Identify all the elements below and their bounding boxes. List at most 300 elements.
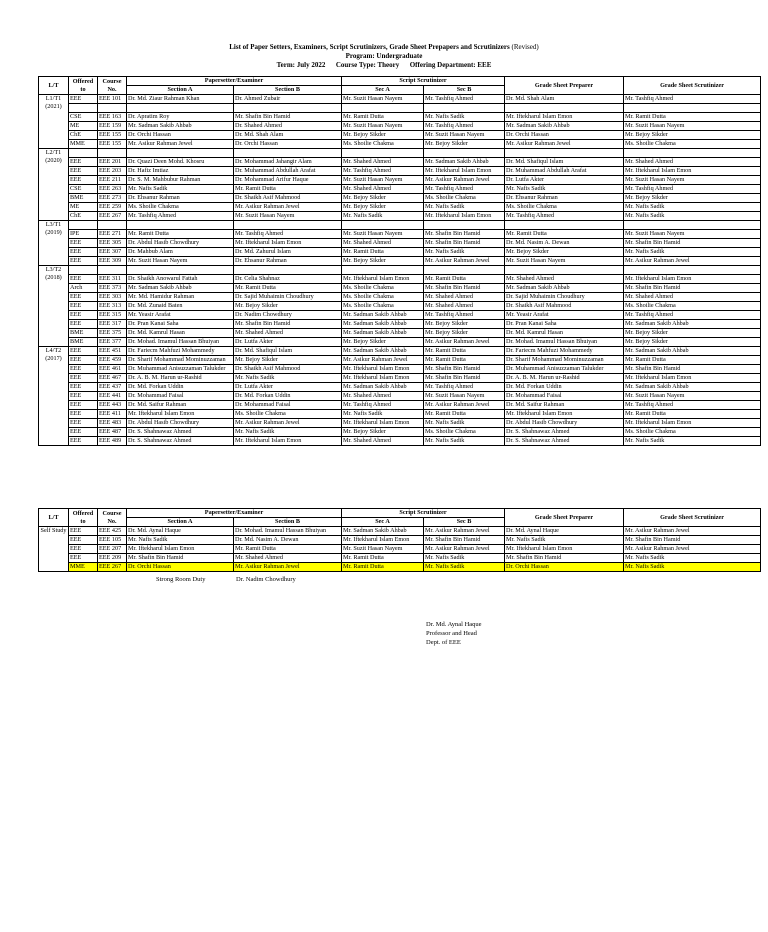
grade-scrutinizer-cell: Ms. Shoilie Chakma [624, 428, 761, 437]
setter-section-a-cell [127, 149, 234, 158]
course-no-cell: EEE 373 [98, 284, 127, 293]
offered-to-cell: ME [69, 203, 98, 212]
scrutinizer-sec-b-cell: Mr. Nafis Sadik [424, 554, 505, 563]
course-no-cell: EEE 377 [98, 338, 127, 347]
offered-to-cell: EEE [69, 437, 98, 446]
title-revised: (Revised) [511, 43, 539, 51]
setter-section-a-cell: Mr. Iftekharul Islam Emon [127, 410, 234, 419]
grade-scrutinizer-cell: Mr. Ramit Dutta [624, 410, 761, 419]
setter-section-a-cell: Dr. Ehsanur Rahman [127, 194, 234, 203]
table-row [39, 338, 761, 347]
offered-to-cell: CSE [69, 113, 98, 122]
setter-section-a-cell: Mr. Yeasir Arafat [127, 311, 234, 320]
setter-section-a-cell: Mr. Ramit Dutta [127, 230, 234, 239]
header-lt: L/T [39, 509, 69, 527]
table-row [39, 221, 761, 230]
table-row [39, 356, 761, 365]
course-no-cell: EEE 461 [98, 365, 127, 374]
grade-preparer-cell: Dr. Ehsanur Rahman [505, 194, 624, 203]
setter-section-a-cell: Mr. Suzit Hasan Nayem [127, 257, 234, 266]
table-main-body [39, 95, 761, 446]
scrutinizer-sec-a-cell: Mr. Iftekharul Islam Emon [342, 419, 424, 428]
grade-preparer-cell: Mr. Iftekharul Islam Emon [505, 545, 624, 554]
setter-section-b-cell: Dr. Shaikh Asif Mahmood [234, 194, 342, 203]
scrutinizer-sec-a-cell: Ms. Shoilie Chakma [342, 293, 424, 302]
scrutinizer-sec-b-cell: Mr. Asikur Rahman Jewel [424, 527, 505, 536]
grade-scrutinizer-cell: Mr. Iftekharul Islam Emon [624, 374, 761, 383]
grade-preparer-cell: Mr. Sadman Sakib Ahbab [505, 284, 624, 293]
header-sec-b: Sec B [424, 518, 505, 527]
offered-to-cell: BME [69, 329, 98, 338]
table-row [39, 392, 761, 401]
table-row [39, 329, 761, 338]
course-no-cell [98, 221, 127, 230]
setter-section-b-cell: Dr. Md. Nasim A. Dewan [234, 536, 342, 545]
table-row [39, 140, 761, 149]
setter-section-a-cell: Dr. Md. Ziaur Rahman Khan [127, 95, 234, 104]
header-script-scrutinizer: Script Scrutinizer [342, 77, 505, 86]
scrutinizer-sec-a-cell [342, 266, 424, 275]
level-term-cell: L3/T2 (2018) [39, 266, 69, 347]
header-section-a: Section A [127, 86, 234, 95]
table-row [39, 113, 761, 122]
setter-section-b-cell: Dr. Lutfa Akter [234, 383, 342, 392]
scrutinizer-sec-a-cell: Mr. Sadman Sakib Ahbab [342, 383, 424, 392]
setter-section-a-cell: Dr. Md. Forkan Uddin [127, 383, 234, 392]
offered-to-cell: ChE [69, 212, 98, 221]
scrutinizer-sec-a-cell: Mr. Ramit Dutta [342, 554, 424, 563]
course-no-cell: EEE 305 [98, 239, 127, 248]
grade-preparer-cell: Mr. Iftekharul Islam Emon [505, 113, 624, 122]
grade-scrutinizer-cell: Mr. Asikur Rahman Jewel [624, 545, 761, 554]
scrutinizer-sec-a-cell: Mr. Iftekharul Islam Emon [342, 374, 424, 383]
grade-scrutinizer-cell: Ms. Shoilie Chakma [624, 140, 761, 149]
setter-section-a-cell [127, 104, 234, 113]
header-sec-a: Sec A [342, 518, 424, 527]
setter-section-a-cell: Mr. Sadman Sakib Ahbab [127, 122, 234, 131]
course-no-cell: EEE 443 [98, 401, 127, 410]
setter-section-b-cell: Dr. Mohammad Arifur Haque [234, 176, 342, 185]
grade-scrutinizer-cell: Mr. Iftekharul Islam Emon [624, 275, 761, 284]
scrutinizer-sec-b-cell [424, 221, 505, 230]
setter-section-a-cell: Dr. Shaikh Anowarul Fattah [127, 275, 234, 284]
course-no-cell: EEE 459 [98, 356, 127, 365]
header-course-no: Course No. [98, 77, 127, 95]
course-no-cell: EEE 317 [98, 320, 127, 329]
grade-preparer-cell: Dr. Muhammad Anisuzzaman Talukder [505, 365, 624, 374]
scrutinizer-sec-b-cell: Mr. Asikur Rahman Jewel [424, 176, 505, 185]
setter-section-a-cell: Dr. Pran Kanai Saha [127, 320, 234, 329]
offered-to-cell: EEE [69, 554, 98, 563]
offered-to-cell: EEE [69, 176, 98, 185]
header-grade-scrutinizer: Grade Sheet Scrutinizer [624, 77, 761, 95]
scrutinizer-sec-b-cell [424, 149, 505, 158]
course-no-cell: EEE 159 [98, 122, 127, 131]
grade-preparer-cell: Dr. Md. Saifur Rahman [505, 401, 624, 410]
level-term-cell: L4/T2 (2017) [39, 347, 69, 446]
scrutinizer-sec-a-cell: Mr. Bejoy Sikder [342, 131, 424, 140]
setter-section-a-cell: Dr. Md. Saifur Rahman [127, 401, 234, 410]
scrutinizer-sec-a-cell: Mr. Suzit Hasan Nayem [342, 545, 424, 554]
course-no-cell: EEE 411 [98, 410, 127, 419]
grade-scrutinizer-cell: Mr. Bejoy Sikder [624, 131, 761, 140]
scrutinizer-sec-b-cell: Mr. Nafis Sadik [424, 563, 505, 572]
scrutinizer-sec-a-cell: Mr. Suzit Hasan Nayem [342, 230, 424, 239]
scrutinizer-sec-a-cell: Ms. Shoilie Chakma [342, 140, 424, 149]
course-no-cell: EEE 315 [98, 311, 127, 320]
grade-preparer-cell: Mr. Asikur Rahman Jewel [505, 140, 624, 149]
grade-preparer-cell: Dr. Pran Kanai Saha [505, 320, 624, 329]
level-term-cell: L3/T1 (2019) [39, 221, 69, 266]
course-no-cell: EEE 437 [98, 383, 127, 392]
scrutinizer-sec-a-cell: Mr. Shahed Ahmed [342, 185, 424, 194]
signature-dept: Dept. of EEE [426, 639, 461, 646]
scrutinizer-sec-b-cell: Mr. Ramit Dutta [424, 410, 505, 419]
table-row [39, 419, 761, 428]
course-no-cell: EEE 155 [98, 140, 127, 149]
scrutinizer-sec-a-cell: Mr. Ramit Dutta [342, 563, 424, 572]
scrutinizer-sec-a-cell: Mr. Sadman Sakib Ahbab [342, 311, 424, 320]
setter-section-a-cell: Mr. Nafis Sadik [127, 536, 234, 545]
setter-section-a-cell: Mr. Tashfiq Ahmed [127, 212, 234, 221]
grade-scrutinizer-cell: Mr. Nafis Sadik [624, 554, 761, 563]
setter-section-b-cell: Mr. Ramit Dutta [234, 284, 342, 293]
setter-section-a-cell: Dr. Abdul Hasib Chowdhury [127, 239, 234, 248]
course-no-cell: EEE 163 [98, 113, 127, 122]
document-title [0, 43, 768, 52]
grade-preparer-cell: Dr. Mohad. Imamul Hassan Bhuiyan [505, 338, 624, 347]
grade-preparer-cell: Dr. S. Shahnawaz Ahmed [505, 437, 624, 446]
grade-scrutinizer-cell: Mr. Ramit Dutta [624, 356, 761, 365]
term-line [0, 61, 768, 70]
header-lt: L/T [39, 77, 69, 95]
course-no-cell: EEE 101 [98, 95, 127, 104]
course-no-cell: EEE 207 [98, 545, 127, 554]
setter-section-a-cell: Dr. Sharif Mohammad Mominuzzaman [127, 356, 234, 365]
scrutinizer-sec-b-cell: Mr. Iftekharul Islam Emon [424, 167, 505, 176]
setter-section-b-cell: Dr. Mohammad Jahangir Alam [234, 158, 342, 167]
scrutinizer-sec-a-cell: Mr. Shahed Ahmed [342, 158, 424, 167]
scrutinizer-sec-a-cell: Mr. Sadman Sakib Ahbab [342, 347, 424, 356]
scrutinizer-sec-b-cell: Mr. Shafin Bin Hamid [424, 536, 505, 545]
course-no-cell: EEE 155 [98, 131, 127, 140]
table-row [39, 239, 761, 248]
grade-scrutinizer-cell: Mr. Nafis Sadik [624, 248, 761, 257]
scrutinizer-sec-b-cell: Mr. Ramit Dutta [424, 347, 505, 356]
scrutinizer-sec-b-cell: Mr. Shafin Bin Hamid [424, 239, 505, 248]
setter-section-b-cell: Dr. Ahmed Zubair [234, 95, 342, 104]
grade-scrutinizer-cell: Mr. Suzit Hasan Nayem [624, 122, 761, 131]
table-row [39, 554, 761, 563]
offered-to-cell: EEE [69, 239, 98, 248]
setter-section-b-cell: Dr. Sajid Muhaimin Choudhury [234, 293, 342, 302]
table-row [39, 203, 761, 212]
offered-to-cell: EEE [69, 158, 98, 167]
scrutinizer-sec-b-cell: Mr. Shafin Bin Hamid [424, 230, 505, 239]
setter-section-b-cell: Mr. Ramit Dutta [234, 545, 342, 554]
program-line: Program: Undergraduate [345, 52, 423, 60]
offered-to-cell: EEE [69, 419, 98, 428]
offered-to-cell: EEE [69, 374, 98, 383]
scrutinizer-sec-b-cell: Mr. Ramit Dutta [424, 356, 505, 365]
setter-section-b-cell: Dr. Orchi Hassan [234, 140, 342, 149]
table-row [39, 104, 761, 113]
offered-to-cell: EEE [69, 275, 98, 284]
scrutinizer-sec-b-cell: Mr. Nafis Sadik [424, 437, 505, 446]
course-no-cell: EEE 489 [98, 437, 127, 446]
course-no-cell [98, 266, 127, 275]
setter-section-b-cell: Dr. Celia Shahnaz [234, 275, 342, 284]
scrutinizer-sec-b-cell: Mr. Ramit Dutta [424, 275, 505, 284]
offered-to-cell: EEE [69, 293, 98, 302]
table-row [39, 401, 761, 410]
header-offered-to: Offered to [69, 77, 98, 95]
grade-scrutinizer-cell: Mr. Sadman Sakib Ahbab [624, 320, 761, 329]
setter-section-a-cell: Dr. Mohad. Imamul Hassan Bhuiyan [127, 338, 234, 347]
grade-preparer-cell: Dr. S. Shahnawaz Ahmed [505, 428, 624, 437]
grade-scrutinizer-cell: Mr. Nafis Sadik [624, 563, 761, 572]
offered-to-cell: EEE [69, 311, 98, 320]
table-row [39, 374, 761, 383]
course-no-cell: EEE 209 [98, 554, 127, 563]
strong-room-person: Dr. Nadim Chowdhury [236, 576, 296, 583]
title-main: List of Paper Setters, Examiners, Script Scrutinizers, Grade Sheet Prepapers and Scrutinizers [229, 43, 510, 51]
header-section-b: Section B [234, 518, 342, 527]
signature-title: Professor and Head [426, 630, 477, 637]
offered-to-cell: EEE [69, 167, 98, 176]
scrutinizer-sec-b-cell: Mr. Asikur Rahman Jewel [424, 257, 505, 266]
setter-section-b-cell: Mr. Iftekharul Islam Emon [234, 239, 342, 248]
setter-section-a-cell: Dr. Muhammad Anisuzzaman Talukder [127, 365, 234, 374]
grade-scrutinizer-cell: Mr. Shafin Bin Hamid [624, 536, 761, 545]
setter-section-a-cell: Mr. Nafis Sadik [127, 185, 234, 194]
scrutinizer-sec-a-cell: Mr. Shahed Ahmed [342, 437, 424, 446]
header-section-b: Section B [234, 86, 342, 95]
grade-preparer-cell [505, 149, 624, 158]
table-row [39, 320, 761, 329]
course-no-cell: EEE 309 [98, 257, 127, 266]
table-row [39, 149, 761, 158]
scrutinizer-sec-b-cell: Mr. Iftekharul Islam Emon [424, 212, 505, 221]
grade-scrutinizer-cell: Mr. Shafin Bin Hamid [624, 284, 761, 293]
grade-scrutinizer-cell: Mr. Suzit Hasan Nayem [624, 176, 761, 185]
setter-section-b-cell: Dr. Muhammad Abdullah Arafat [234, 167, 342, 176]
table-row [39, 284, 761, 293]
scrutinizer-sec-b-cell [424, 266, 505, 275]
scrutinizer-sec-a-cell: Mr. Bejoy Sikder [342, 428, 424, 437]
setter-section-b-cell: Mr. Asikur Rahman Jewel [234, 563, 342, 572]
setter-section-a-cell: Dr. Mohammad Faisal [127, 392, 234, 401]
assignment-table-self-study [38, 508, 761, 572]
course-type: Course Type: Theory [335, 61, 400, 69]
grade-preparer-cell: Dr. Shaikh Asif Mahmood [505, 302, 624, 311]
grade-scrutinizer-cell: Mr. Iftekharul Islam Emon [624, 419, 761, 428]
offered-to-cell: EEE [69, 95, 98, 104]
setter-section-a-cell: Dr. Hafiz Imtiaz [127, 167, 234, 176]
offered-to-cell: EEE [69, 428, 98, 437]
assignment-table-main [38, 76, 761, 446]
table-row [39, 167, 761, 176]
header-paper-setter: Papersetter/Examiner [127, 509, 342, 518]
setter-section-b-cell: Mr. Ramit Dutta [234, 185, 342, 194]
setter-section-a-cell: Mr. Sadman Sakib Ahbab [127, 284, 234, 293]
grade-scrutinizer-cell: Mr. Bejoy Sikder [624, 329, 761, 338]
signature-block [426, 620, 482, 647]
table-row [39, 131, 761, 140]
table-row [39, 194, 761, 203]
level-term-cell: Self Study [39, 527, 69, 572]
grade-preparer-cell: Mr. Shahed Ahmed [505, 275, 624, 284]
setter-section-b-cell: Mr. Shafin Bin Hamid [234, 113, 342, 122]
grade-scrutinizer-cell: Mr. Nafis Sadik [624, 437, 761, 446]
level-term-cell: L1/T1 (2021) [39, 95, 69, 149]
grade-scrutinizer-cell: Mr. Nafis Sadik [624, 203, 761, 212]
scrutinizer-sec-a-cell: Mr. Nafis Sadik [342, 212, 424, 221]
grade-preparer-cell: Mr. Sadman Sakib Ahbab [505, 122, 624, 131]
grade-scrutinizer-cell: Mr. Tashfiq Ahmed [624, 95, 761, 104]
grade-preparer-cell: Mr. Shafin Bin Hamid [505, 554, 624, 563]
setter-section-b-cell: Mr. Asikur Rahman Jewel [234, 419, 342, 428]
scrutinizer-sec-a-cell: Mr. Iftekharul Islam Emon [342, 275, 424, 284]
setter-section-a-cell [127, 266, 234, 275]
scrutinizer-sec-a-cell [342, 221, 424, 230]
course-no-cell: EEE 307 [98, 248, 127, 257]
signature-name: Dr. Md. Aynal Haque [426, 621, 482, 628]
offered-to-cell: IPE [69, 230, 98, 239]
offered-to-cell [69, 221, 98, 230]
setter-section-b-cell: Dr. Md. Zahurul Islam [234, 248, 342, 257]
setter-section-b-cell: Mr. Shahed Ahmed [234, 329, 342, 338]
scrutinizer-sec-b-cell: Mr. Sadman Sakib Ahbab [424, 158, 505, 167]
scrutinizer-sec-a-cell: Mr. Suzit Hasan Nayem [342, 122, 424, 131]
grade-preparer-cell: Dr. Lutfa Akter [505, 176, 624, 185]
offered-to-cell: EEE [69, 401, 98, 410]
offered-to-cell: MME [69, 140, 98, 149]
scrutinizer-sec-b-cell: Ms. Shoilie Chakma [424, 194, 505, 203]
grade-preparer-cell: Mr. Ramit Dutta [505, 230, 624, 239]
table-row [39, 383, 761, 392]
grade-scrutinizer-cell: Mr. Shahed Ahmed [624, 158, 761, 167]
scrutinizer-sec-a-cell: Mr. Nafis Sadik [342, 410, 424, 419]
setter-section-a-cell: Dr. Orchi Hassan [127, 131, 234, 140]
setter-section-a-cell: Mr. Asikur Rahman Jewel [127, 140, 234, 149]
scrutinizer-sec-a-cell: Mr. Ramit Dutta [342, 248, 424, 257]
course-no-cell: EEE 425 [98, 527, 127, 536]
offered-to-cell: EEE [69, 257, 98, 266]
offered-to-cell [69, 266, 98, 275]
setter-section-b-cell: Dr. Mohad. Imamul Hassan Bhuiyan [234, 527, 342, 536]
header-sec-a: Sec A [342, 86, 424, 95]
offered-to-cell: MME [69, 563, 98, 572]
scrutinizer-sec-b-cell: Mr. Asikur Rahman Jewel [424, 545, 505, 554]
offered-to-cell: EEE [69, 527, 98, 536]
grade-preparer-cell: Ms. Shoilie Chakma [505, 203, 624, 212]
table-row [39, 347, 761, 356]
header-paper-setter: Papersetter/Examiner [127, 77, 342, 86]
setter-section-b-cell: Dr. Nadim Chowdhury [234, 311, 342, 320]
table-row [39, 536, 761, 545]
grade-scrutinizer-cell: Mr. Tashfiq Ahmed [624, 311, 761, 320]
setter-section-a-cell: Dr. Md. Aynal Haque [127, 527, 234, 536]
table-row [39, 122, 761, 131]
grade-preparer-cell: Mr. Nafis Sadik [505, 536, 624, 545]
grade-preparer-cell: Dr. A. B. M. Harun ur-Rashid [505, 374, 624, 383]
offered-to-cell: ChE [69, 131, 98, 140]
grade-scrutinizer-cell: Mr. Asikur Rahman Jewel [624, 257, 761, 266]
grade-preparer-cell: Mr. Iftekharul Islam Emon [505, 410, 624, 419]
grade-preparer-cell: Dr. Muhammad Abdullah Arafat [505, 167, 624, 176]
table-row [39, 563, 761, 572]
setter-section-b-cell: Mr. Shahed Ahmed [234, 554, 342, 563]
grade-preparer-cell: Dr. Fariecm Mahfuzi Mohammedy [505, 347, 624, 356]
course-no-cell [98, 149, 127, 158]
scrutinizer-sec-a-cell: Mr. Tashfiq Ahmed [342, 167, 424, 176]
table-self-study-body [39, 527, 761, 572]
course-no-cell: EEE 483 [98, 419, 127, 428]
course-no-cell: EEE 203 [98, 167, 127, 176]
setter-section-a-cell: Dr. Orchi Hassan [127, 563, 234, 572]
grade-scrutinizer-cell: Mr. Bejoy Sikder [624, 338, 761, 347]
setter-section-b-cell: Mr. Iftekharul Islam Emon [234, 437, 342, 446]
setter-section-b-cell: Dr. Shahed Ahmed [234, 122, 342, 131]
table-row [39, 158, 761, 167]
table-row [39, 230, 761, 239]
setter-section-b-cell: Dr. Md. Shafiqul Islam [234, 347, 342, 356]
scrutinizer-sec-b-cell: Ms. Shoilie Chakma [424, 428, 505, 437]
table-row [39, 365, 761, 374]
setter-section-b-cell: Dr. Lutfa Akter [234, 338, 342, 347]
scrutinizer-sec-b-cell: Mr. Nafis Sadik [424, 419, 505, 428]
scrutinizer-sec-a-cell: Mr. Asikur Rahman Jewel [342, 356, 424, 365]
course-no-cell: EEE 105 [98, 536, 127, 545]
scrutinizer-sec-a-cell: Mr. Bejoy Sikder [342, 257, 424, 266]
course-no-cell: EEE 375 [98, 329, 127, 338]
scrutinizer-sec-b-cell: Mr. Asikur Rahman Jewel [424, 401, 505, 410]
grade-preparer-cell: Dr. Mohammad Faisal [505, 392, 624, 401]
grade-preparer-cell: Mr. Tashfiq Ahmed [505, 212, 624, 221]
scrutinizer-sec-b-cell: Mr. Shafin Bin Hamid [424, 284, 505, 293]
scrutinizer-sec-b-cell: Mr. Shahed Ahmed [424, 293, 505, 302]
offered-to-cell: EEE [69, 545, 98, 554]
setter-section-b-cell: Mr. Tashfiq Ahmed [234, 230, 342, 239]
table-row [39, 176, 761, 185]
grade-preparer-cell: Dr. Md. Nasim A. Dewan [505, 239, 624, 248]
offered-to-cell: EEE [69, 410, 98, 419]
grade-scrutinizer-cell: Mr. Ramit Dutta [624, 113, 761, 122]
term: Term: July 2022 [276, 61, 326, 69]
course-no-cell: EEE 451 [98, 347, 127, 356]
offered-to-cell: EEE [69, 302, 98, 311]
scrutinizer-sec-a-cell: Ms. Shoilie Chakma [342, 284, 424, 293]
scrutinizer-sec-b-cell: Mr. Bejoy Sikder [424, 140, 505, 149]
offered-to-cell: EEE [69, 347, 98, 356]
grade-preparer-cell: Dr. Sharif Mohammad Mominuzzaman [505, 356, 624, 365]
grade-preparer-cell: Dr. Sajid Muhaimin Choudhury [505, 293, 624, 302]
scrutinizer-sec-b-cell: Mr. Nafis Sadik [424, 248, 505, 257]
setter-section-a-cell: Mr. Md. Hamidur Rahman [127, 293, 234, 302]
setter-section-b-cell: Mr. Suzit Hasan Nayem [234, 212, 342, 221]
scrutinizer-sec-a-cell: Mr. Ramit Dutta [342, 113, 424, 122]
grade-scrutinizer-cell: Ms. Shoilie Chakma [624, 302, 761, 311]
setter-section-a-cell: Dr. S. Shahnawaz Ahmed [127, 437, 234, 446]
setter-section-b-cell: Dr. Md. Forkan Uddin [234, 392, 342, 401]
scrutinizer-sec-a-cell: Mr. Suzit Hasan Nayem [342, 95, 424, 104]
offered-to-cell: BME [69, 338, 98, 347]
course-no-cell: EEE 273 [98, 194, 127, 203]
course-no-cell: EEE 271 [98, 230, 127, 239]
setter-section-b-cell: Mr. Shafin Bin Hamid [234, 320, 342, 329]
grade-scrutinizer-cell: Mr. Iftekharul Islam Emon [624, 167, 761, 176]
